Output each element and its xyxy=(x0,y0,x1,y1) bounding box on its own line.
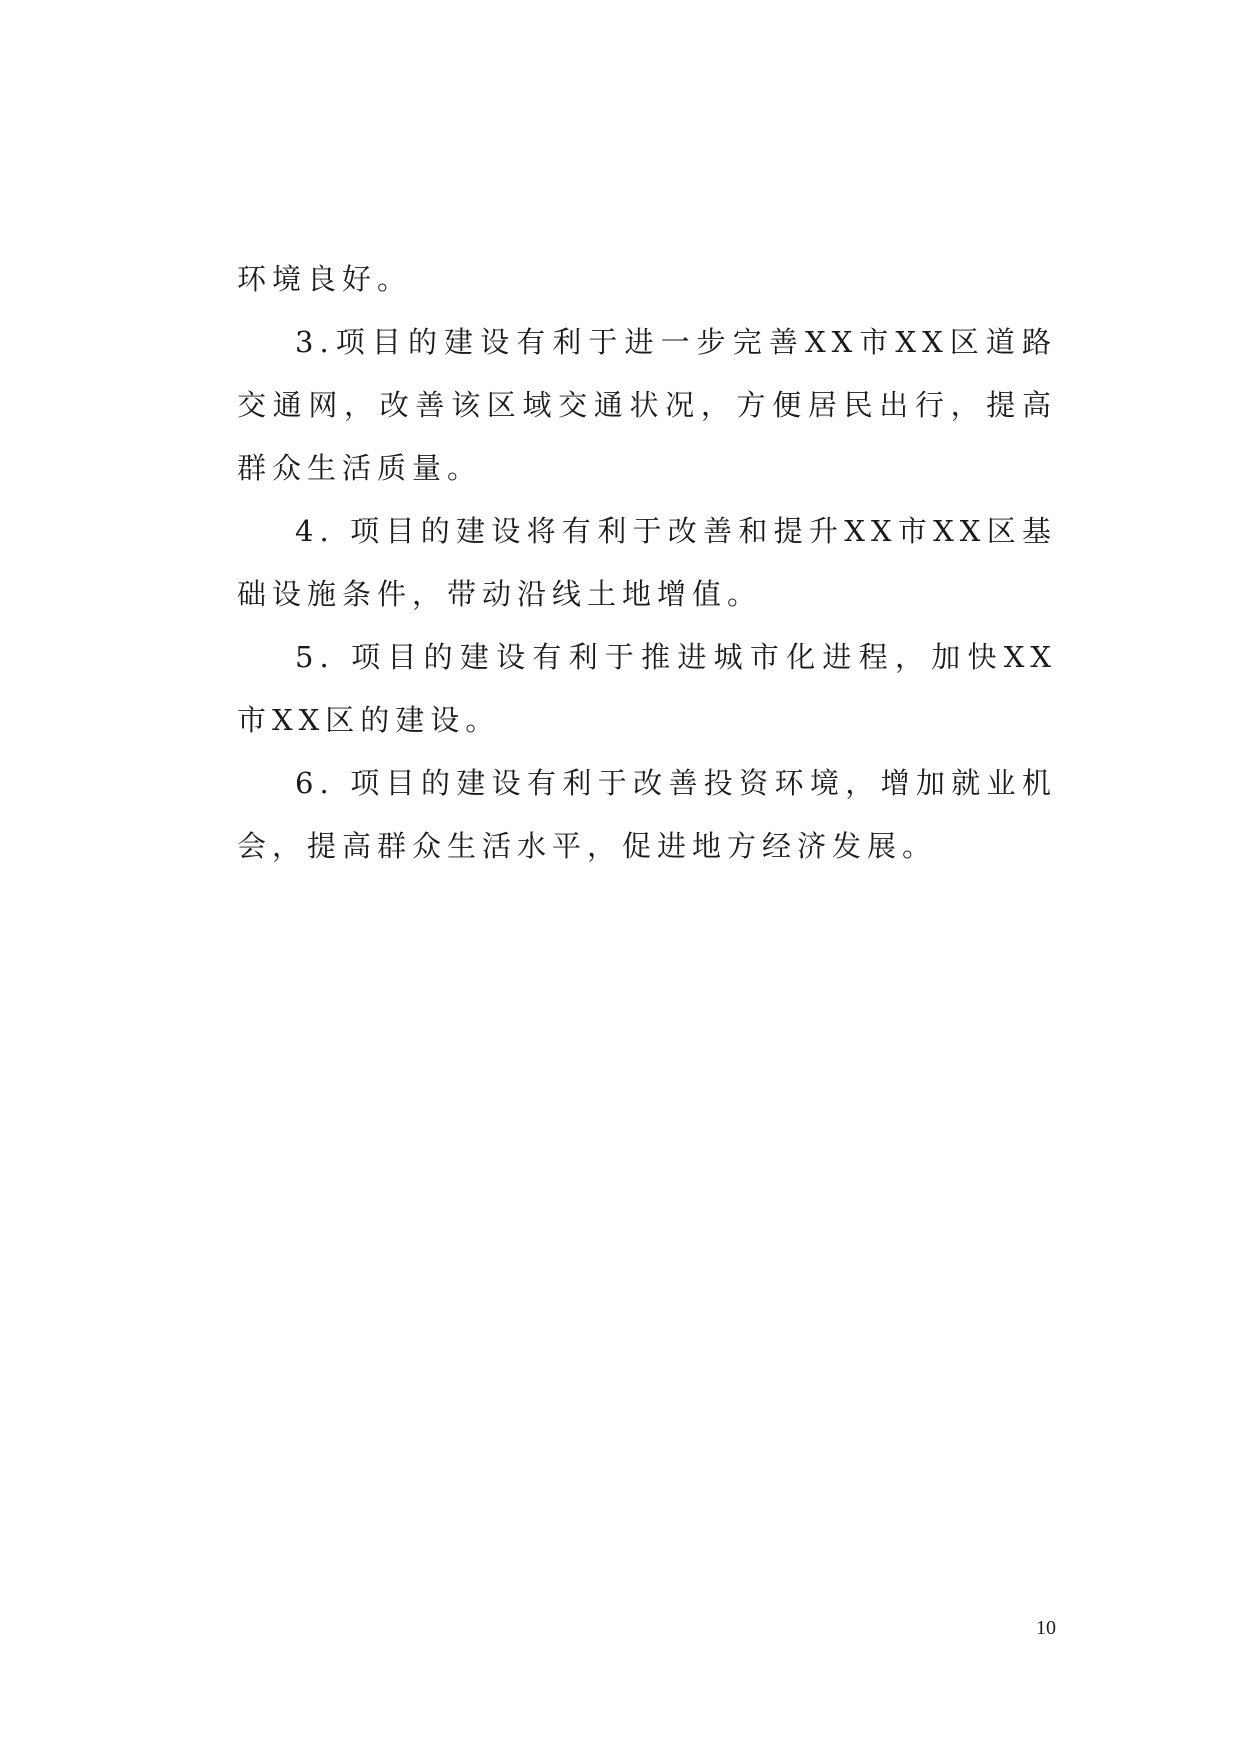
paragraph-item-4: 4. 项目的建设将有利于改善和提升XX市XX区基础设施条件，带动沿线土地增值。 xyxy=(237,514,1057,611)
paragraph-item-6: 6. 项目的建设有利于改善投资环境，增加就业机会，提高群众生活水平，促进地方经济发展。 xyxy=(237,766,1057,863)
paragraph-continuation: 环境良好。 xyxy=(237,262,413,296)
paragraph-item-3: 3.项目的建设有利于进一步完善XX市XX区道路交通网，改善该区域交通状况，方便居民出行，提高群众生活质量。 xyxy=(237,325,1057,485)
paragraph-item-5: 5. 项目的建设有利于推进城市化进程，加快XX市XX区的建设。 xyxy=(237,640,1057,737)
document-body xyxy=(237,248,1057,878)
page-number: 10 xyxy=(1036,1617,1056,1639)
